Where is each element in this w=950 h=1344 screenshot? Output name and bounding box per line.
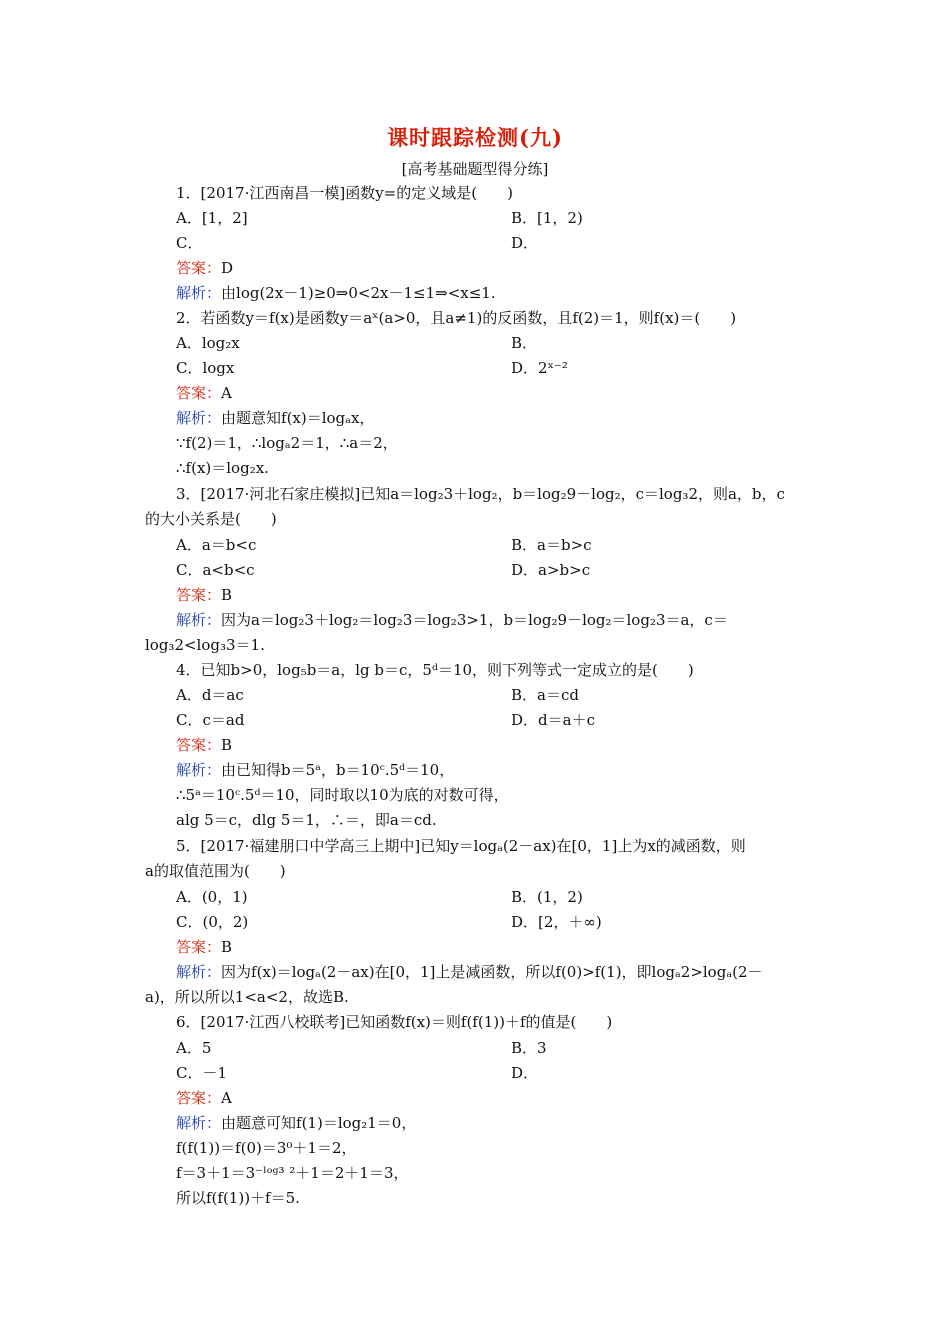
q5-answer-line [176, 937, 232, 957]
q3-explain-line [176, 610, 728, 630]
q5-explain-cont: a)，所以所以1<a<2，故选B. [145, 988, 349, 1006]
q2-option-b: B． [511, 334, 538, 352]
q1-option-c: C． [176, 234, 203, 252]
q6-explain-step: 所以f(f(1))＋f＝5. [176, 1189, 300, 1207]
q4-explain-step: ∴5ᵃ＝10ᶜ.5ᵈ＝10，同时取以10为底的对数可得， [176, 786, 509, 804]
q6-option-c: C．－1 [176, 1064, 228, 1082]
q3-stem: 3．[2017·河北石家庄模拟]已知a＝log₂3＋log₂，b＝log₂9－log₂，c＝log₃2，则a，b，c [176, 485, 785, 503]
q1-option-a: A．[1，2] [176, 209, 248, 227]
q2-answer: A [221, 384, 232, 402]
q6-option-d: D． [511, 1064, 539, 1082]
q6-option-a: A．5 [176, 1039, 212, 1057]
q3-stem-cont: 的大小关系是( ) [145, 510, 277, 528]
q6-explain-step: f(f(1))＝f(0)＝3⁰＋1＝2， [176, 1139, 357, 1157]
q4-option-b: B．a＝cd [511, 686, 579, 704]
q5-answer: B [221, 938, 233, 956]
explain-label: 解析： [176, 1114, 222, 1132]
q5-stem: 5．[2017·福建朋口中学高三上期中]已知y＝logₐ(2－ax)在[0，1]上为x的减函数，则 [176, 837, 746, 855]
explain-label: 解析： [176, 611, 222, 629]
q2-answer-line [176, 383, 232, 403]
q4-option-d: D．d＝a＋c [511, 711, 595, 729]
q1-answer-line [176, 258, 233, 278]
q2-option-c: C．logx [176, 359, 235, 377]
answer-label: 答案： [176, 1089, 222, 1107]
q6-option-b: B．3 [511, 1039, 547, 1057]
q6-explain: 由题意可知f(1)＝log₂1＝0， [221, 1114, 417, 1132]
q5-explain-line [176, 962, 763, 982]
q2-explain-step: ∵f(2)＝1，∴logₐ2＝1，∴a＝2， [176, 434, 398, 452]
q2-option-a: A．log₂x [176, 334, 240, 352]
section-subtitle: [高考基础题型得分练] [401, 160, 549, 178]
answer-label: 答案： [176, 259, 222, 277]
answer-label: 答案： [176, 736, 222, 754]
q3-option-a: A．a＝b<c [176, 536, 257, 554]
q4-option-c: C．c＝ad [176, 711, 245, 729]
q4-explain: 由已知得b＝5ᵃ，b＝10ᶜ.5ᵈ＝10， [221, 761, 455, 779]
q3-option-d: D．a>b>c [511, 561, 591, 579]
explain-label: 解析： [176, 409, 222, 427]
q2-stem: 2．若函数y＝f(x)是函数y＝aˣ(a>0，且a≠1)的反函数，且f(2)＝1，则f(x)＝( ) [176, 309, 737, 327]
q2-explain-line [176, 408, 374, 428]
answer-label: 答案： [176, 384, 222, 402]
q5-stem-cont: a的取值范围为( ) [145, 862, 286, 880]
q3-answer-line [176, 585, 232, 605]
q5-explain: 因为f(x)＝logₐ(2－ax)在[0，1]上是减函数，所以f(0)>f(1)，即logₐ2>logₐ(2－ [221, 963, 763, 981]
q3-explain-cont: log₃2<log₃3＝1. [145, 636, 265, 654]
q5-option-d: D．[2，＋∞) [511, 913, 602, 931]
answer-label: 答案： [176, 586, 222, 604]
q1-explain-line [176, 283, 496, 303]
q6-stem: 6．[2017·江西八校联考]已知函数f(x)＝则f(f(1))＋f的值是( ) [176, 1013, 613, 1031]
q1-option-b: B．[1，2) [511, 209, 583, 227]
q4-stem: 4．已知b>0，log₅b＝a，lg b＝c，5ᵈ＝10，则下列等式一定成立的是( ) [176, 661, 694, 679]
explain-label: 解析： [176, 963, 222, 981]
page-title: 课时跟踪检测(九) [387, 125, 563, 150]
q5-option-a: A．(0，1) [176, 888, 248, 906]
q1-stem: 1．[2017·江西南昌一模]函数y=的定义域是( ) [176, 184, 513, 202]
q6-answer: A [221, 1089, 232, 1107]
q3-explain: 因为a＝log₂3＋log₂＝log₂3＝log₂3>1，b＝log₂9－log₂＝log₂3＝a，c＝ [221, 611, 728, 629]
q4-explain-step: alg 5＝c，dlg 5＝1，∴＝，即a＝cd. [176, 811, 437, 829]
q2-option-d: D．2ˣ⁻² [511, 359, 568, 377]
q1-option-d: D． [511, 234, 539, 252]
q6-answer-line [176, 1088, 232, 1108]
q5-option-b: B．(1，2) [511, 888, 583, 906]
q3-option-b: B．a＝b>c [511, 536, 592, 554]
q6-explain-line [176, 1113, 416, 1133]
q4-answer: B [221, 736, 233, 754]
q4-explain-line [176, 760, 454, 780]
q4-option-a: A．d＝ac [176, 686, 244, 704]
q5-option-c: C．(0，2) [176, 913, 249, 931]
explain-label: 解析： [176, 284, 222, 302]
explain-label: 解析： [176, 761, 222, 779]
q3-answer: B [221, 586, 233, 604]
q2-explain: 由题意知f(x)＝logₐx， [221, 409, 375, 427]
q6-explain-step: f＝3＋1＝3⁻ˡᵒᵍ³ ²＋1＝2＋1＝3， [176, 1164, 409, 1182]
answer-label: 答案： [176, 938, 222, 956]
q1-answer: D [221, 259, 234, 277]
q2-explain-step: ∴f(x)＝log₂x. [176, 459, 269, 477]
q1-explain: 由log(2x－1)≥0⇒0<2x－1≤1⇒<x≤1. [221, 284, 496, 302]
q3-option-c: C．a<b<c [176, 561, 255, 579]
q4-answer-line [176, 735, 232, 755]
